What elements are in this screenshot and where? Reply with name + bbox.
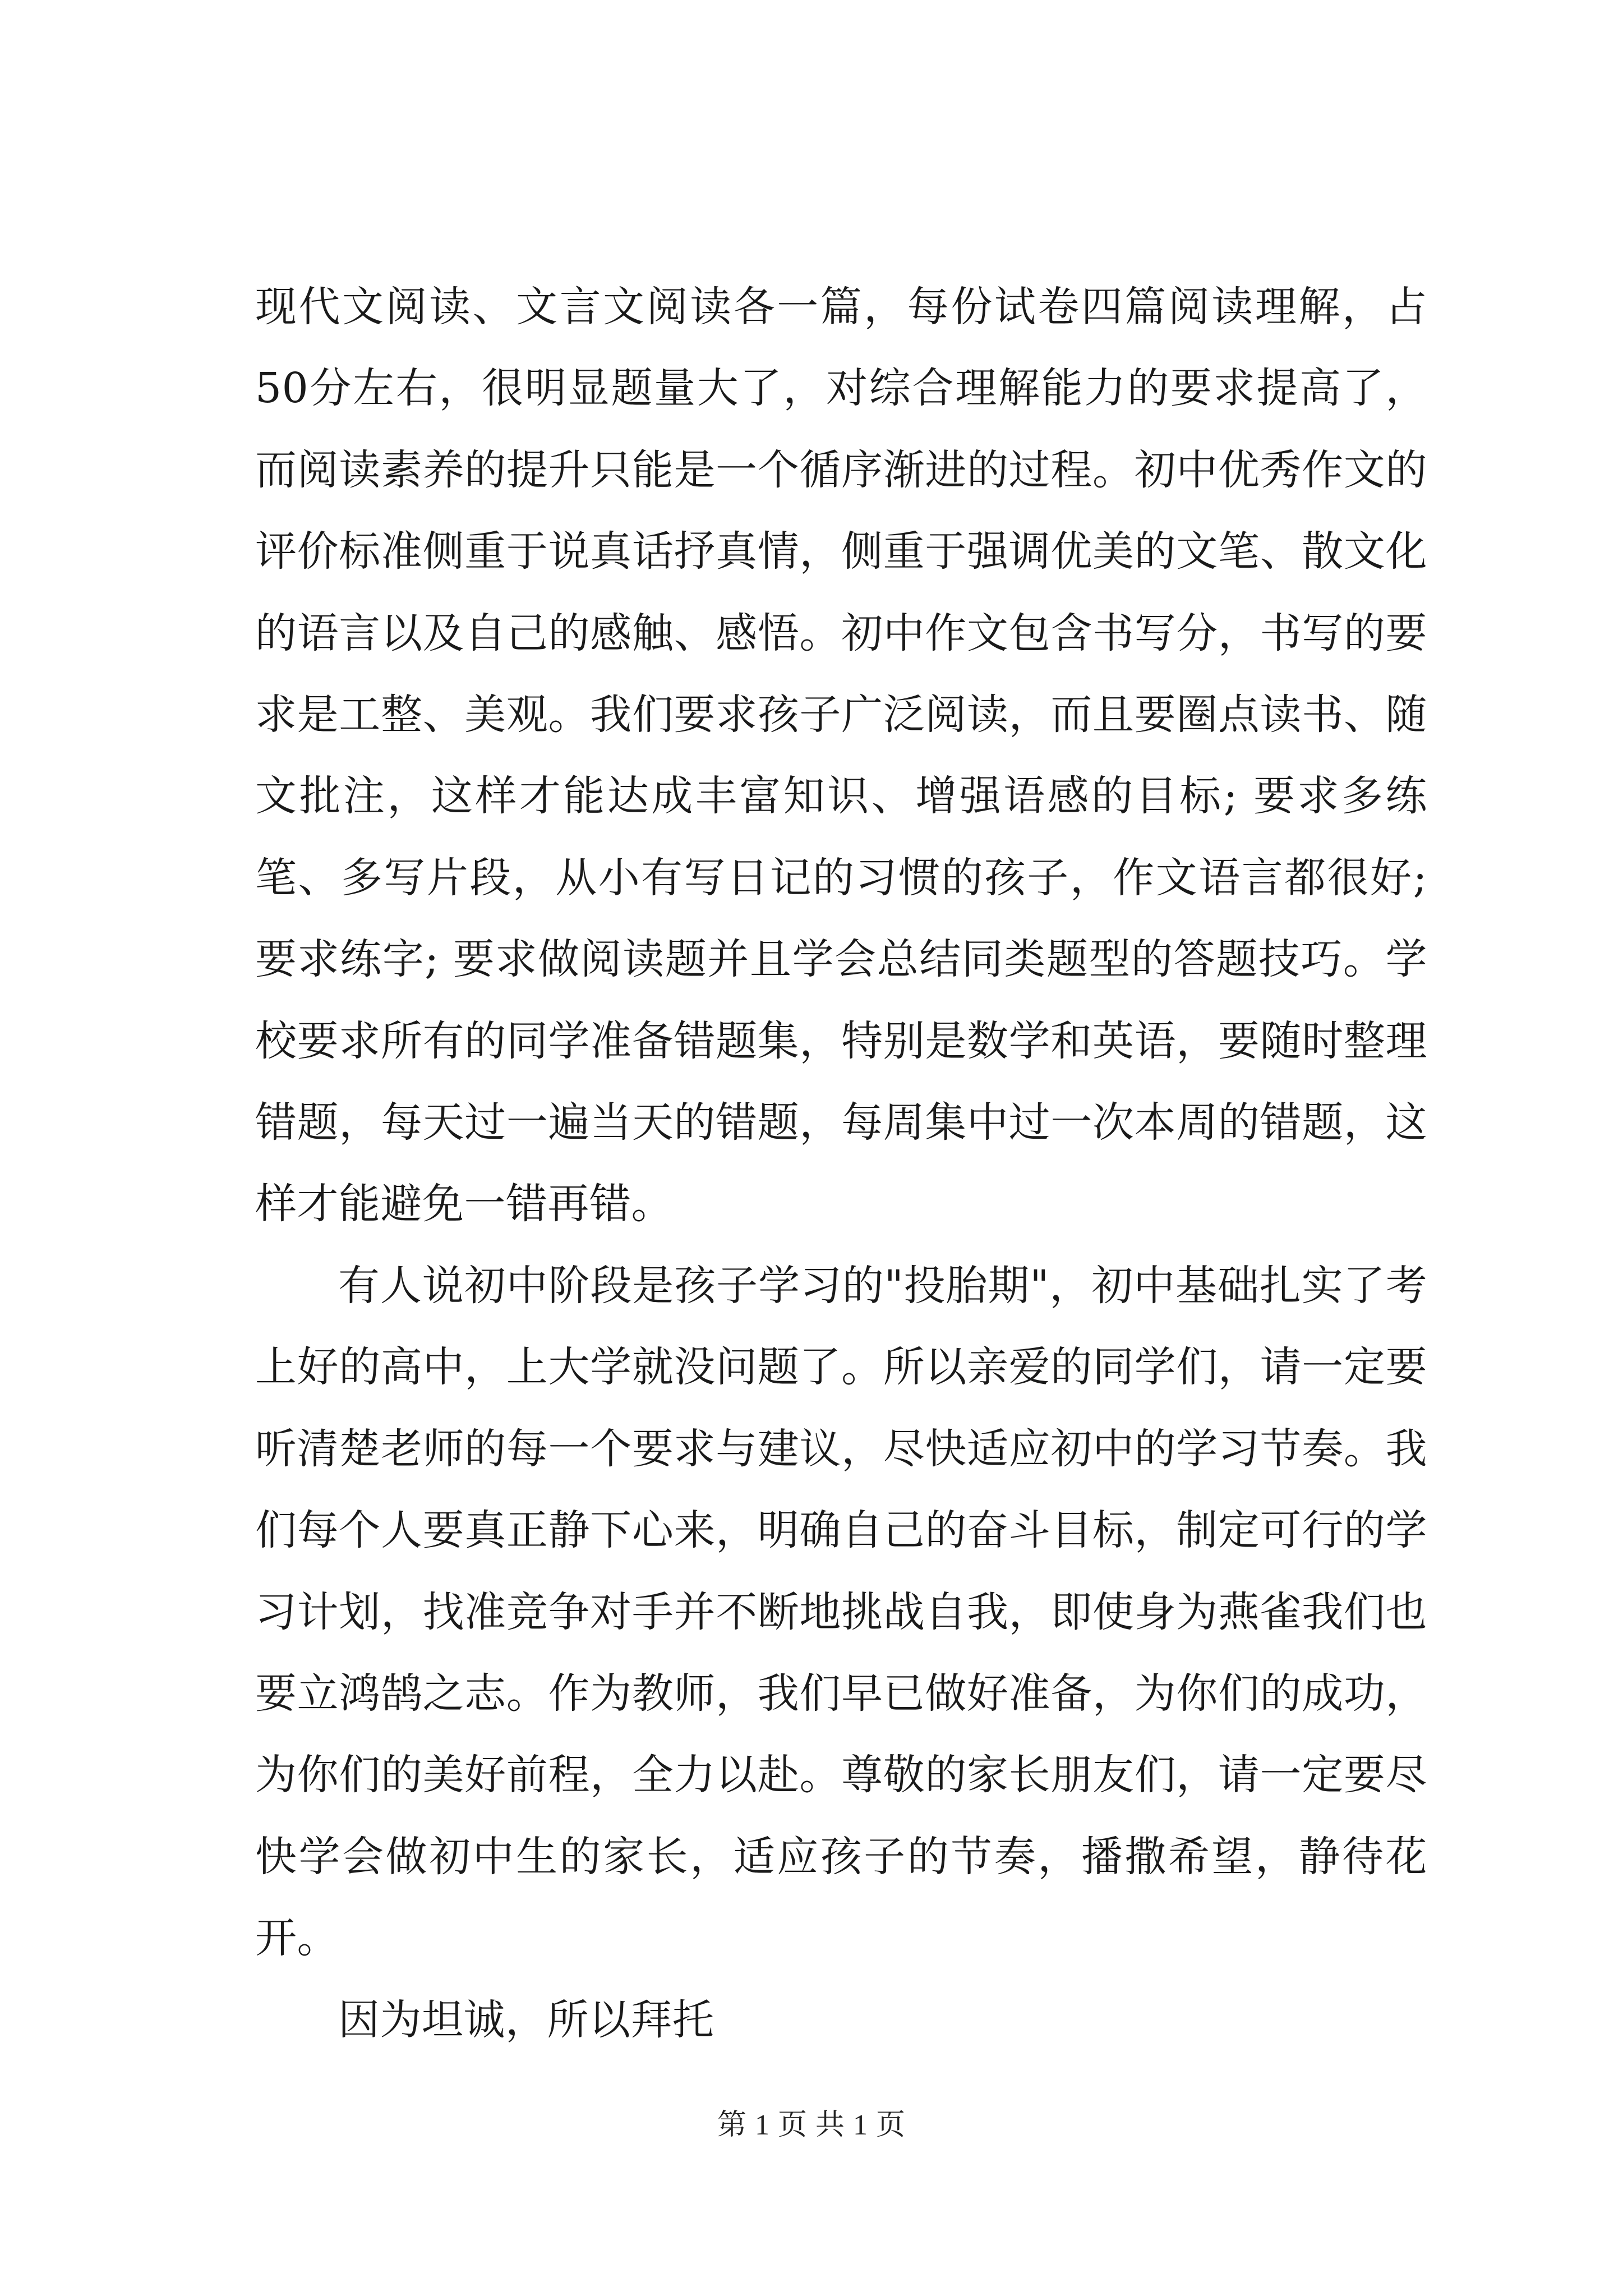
document-body [255, 266, 1427, 2061]
page-footer: 第 1 页 共 1 页 [717, 2109, 906, 2141]
paragraph-1: 现代文阅读、文言文阅读各一篇，每份试卷四篇阅读理解，占50分左右，很明显题量大了，对综合理解能力的要求提高了，而阅读素养的提升只能是一个循序渐进的过程。初中优秀作文的评价标准侧重于说真话抒真情，侧重于强调优美的文笔、散文化的语言以及自己的感触、感悟。初中作文包含书写分，书写的要求是工整、美观。我们要求孩子广泛阅读，而且要圈点读书、随文批注，这样才能达成丰富知识、增强语感的目标; 要求多练笔、多写片段，从小有写日记的习惯的孩子，作文语言都很好; 要求练字; 要求做阅读题并且学会总结同类题型的答题技巧。学校要求所有的同学准备错题集，特别是数学和英语，要随时整理错题，每天过一遍当天的错题，每周集中过一次本周的错题，这样才能避免一错再错。 [255, 283, 1427, 1228]
paragraph-3: 因为坦诚，所以拜托 [338, 1995, 714, 2044]
paragraph-2: 有人说初中阶段是孩子学习的"投胎期"，初中基础扎实了考上好的高中，上大学就没问题了。所以亲爱的同学们，请一定要听清楚老师的每一个要求与建议，尽快适应初中的学习节奏。我们每个人要真正静下心来，明确自己的奋斗目标，制定可行的学习计划，找准竞争对手并不断地挑战自我，即使身为燕雀我们也要立鸿鹄之志。作为教师，我们早已做好准备，为你们的成功，为你们的美好前程，全力以赴。尊敬的家长朋友们，请一定要尽快学会做初中生的家长，适应孩子的节奏，播撒希望，静待花开。 [255, 1261, 1427, 1963]
